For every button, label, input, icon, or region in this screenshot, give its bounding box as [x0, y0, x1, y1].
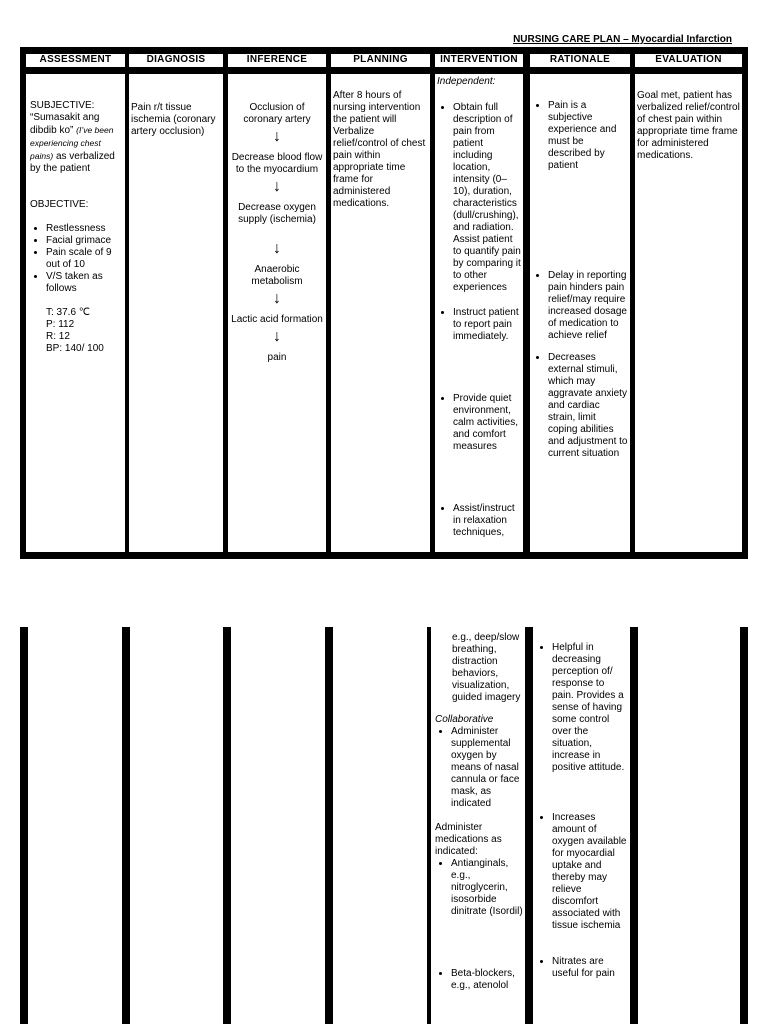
list-item: • Obtain full description of pain from patient including location, intensity (0–10), duration, characteristics (dull/crushing), and radiation. Assist patient to quantify pain by comparing it to other experiences — [453, 102, 521, 294]
rationale-list — [532, 100, 628, 460]
arrow-down-icon: ↓ — [273, 328, 281, 345]
collaborative-label: Collaborative — [435, 714, 494, 725]
list-item: • Pain scale of 9 out of 10 — [46, 247, 123, 271]
list-item: • Helpful in decreasing perception of/ response to pain. Provides a sense of having some control over the situation, increase in positive attitude. — [552, 642, 628, 774]
column-rule — [223, 627, 231, 1024]
header-intervention: INTERVENTION — [435, 54, 523, 67]
evaluation-cell — [635, 74, 742, 552]
objective-list — [30, 223, 123, 295]
subjective-label: SUBJECTIVE: — [30, 100, 95, 111]
intervention-continued — [435, 632, 527, 992]
column-rule — [630, 627, 638, 1024]
admin-meds-label: Administer medications as indicated: — [435, 822, 502, 857]
header-diagnosis: DIAGNOSIS — [129, 54, 223, 67]
rationale-continued — [536, 642, 628, 980]
intervention-list — [437, 102, 521, 539]
diagnosis-text: Pain r/t tissue ischemia (coronary artery occlusion) — [131, 102, 216, 137]
column-rule — [122, 627, 130, 1024]
header-planning: PLANNING — [331, 54, 430, 67]
header-evaluation: EVALUATION — [635, 54, 742, 67]
list-item: • Decreases external stimuli, which may aggravate anxiety and cardiac strain, limit coping abilities and adjustment to current situation — [548, 352, 628, 460]
list-item: • Instruct patient to report pain immediately. — [453, 307, 521, 343]
independent-label: Independent: — [437, 76, 496, 87]
inference-step: Anaerobic metabolism — [251, 264, 303, 287]
header-rationale: RATIONALE — [530, 54, 630, 67]
list-item: • Nitrates are useful for pain — [552, 956, 628, 980]
subjective-text: “Sumasakit ang dibdib ko” (I’ve been experiencing chest pains) as verbalized by the patient — [30, 112, 115, 174]
objective-label: OBJECTIVE: — [30, 199, 89, 210]
header-inference: INFERENCE — [228, 54, 326, 67]
vital-pulse: P: 112 — [46, 319, 75, 330]
med-list — [435, 858, 527, 992]
rationale-cell — [530, 74, 630, 552]
arrow-down-icon: ↓ — [273, 128, 281, 145]
column-rule — [325, 627, 333, 1024]
list-item: • Restlessness — [46, 223, 123, 235]
vital-resp: R: 12 — [46, 331, 70, 342]
arrow-down-icon: ↓ — [273, 178, 281, 195]
vital-temp: T: 37.6 ℃ — [46, 307, 91, 318]
header-assessment: ASSESSMENT — [26, 54, 125, 67]
column-rule — [427, 627, 431, 1024]
list-item: • Provide quiet environment, calm activities, and comfort measures — [453, 393, 521, 453]
list-item: • V/S taken as follows — [46, 271, 123, 295]
vitals — [30, 307, 123, 355]
list-item: • Increases amount of oxygen available for myocardial uptake and thereby may relieve discomfort associated with tissue ischemia — [552, 812, 628, 932]
list-item: • Beta-blockers, e.g., atenolol — [451, 968, 527, 992]
inference-step: Occlusion of coronary artery — [243, 102, 311, 125]
assessment-cell — [26, 74, 125, 552]
arrow-down-icon: ↓ — [273, 290, 281, 307]
planning-cell — [331, 74, 430, 552]
planning-text: After 8 hours of nursing intervention the patient will Verbalize relief/control of chest pain within appropriate time frame for administered medications. — [333, 90, 426, 209]
document-title: NURSING CARE PLAN – Myocardial Infarction — [513, 34, 732, 45]
inference-step: Decrease blood flow to the myocardium — [231, 152, 323, 175]
diagnosis-cell — [129, 74, 223, 552]
list-item: • Pain is a subjective experience and must be described by patient — [548, 100, 628, 172]
list-item: • Delay in reporting pain hinders pain relief/may require increased dosage of medication to achieve relief — [548, 270, 628, 342]
vital-bp: BP: 140/ 100 — [46, 343, 104, 354]
inference-step: Decrease oxygen supply (ischemia) — [238, 202, 316, 225]
inference-cell — [228, 74, 326, 552]
arrow-down-icon: ↓ — [273, 240, 281, 257]
list-item: • Facial grimace — [46, 235, 123, 247]
inference-step: Lactic acid formation — [231, 314, 323, 325]
column-rule — [740, 627, 748, 1024]
list-item: • Assist/instruct in relaxation techniques, — [453, 503, 521, 539]
rationale-list-2 — [536, 642, 628, 980]
inference-step: pain — [267, 352, 287, 363]
care-plan-table — [20, 47, 748, 559]
intervention-cell — [435, 74, 523, 552]
list-item: • Antianginals, e.g., nitroglycerin, isosorbide dinitrate (Isordil) — [451, 858, 527, 918]
column-rule — [20, 627, 28, 1024]
evaluation-text: Goal met, patient has verbalized relief/control of chest pain within appropriate time frame for administered medications. — [637, 90, 740, 161]
list-item: • Administer supplemental oxygen by means of nasal cannula or face mask, as indicated — [451, 726, 527, 810]
intervention-cont-text: e.g., deep/slow breathing, distraction behaviors, visualization, guided imagery — [452, 632, 521, 703]
collab-list — [435, 726, 527, 810]
